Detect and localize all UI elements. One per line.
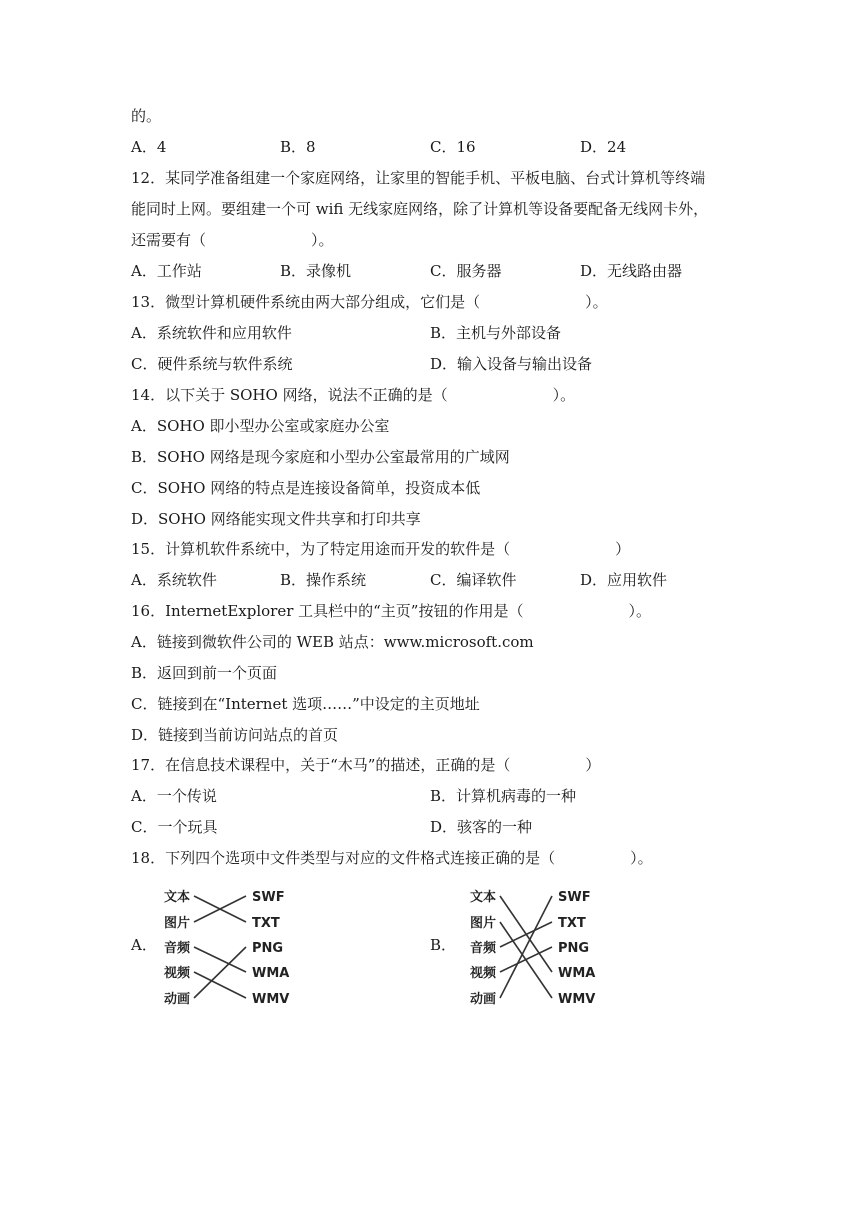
q18-a-format-1: TXT [252,916,280,931]
q18-b-type-4: 动画 [470,992,497,1007]
q18-a-type-1: 图片 [164,916,191,931]
q12-option-a: A．工作站 [131,262,202,280]
q16-option-a: A．链接到微软件公司的 WEB 站点：www.microsoft.com [131,633,534,651]
q18-b-type-2: 音频 [470,941,497,956]
q17-option-c: C．一个玩具 [131,818,218,836]
q11-option-c: C．16 [430,138,476,156]
q16-stem: 16．InternetExplorer 工具栏中的“主页”按钮的作用是（ ）。 [131,602,651,620]
q18-a-type-2: 音频 [164,941,191,956]
q11-option-d: D．24 [580,138,627,156]
q14-option-a: A．SOHO 即小型办公室或家庭办公室 [131,417,390,435]
q14-option-c: C．SOHO 网络的特点是连接设备简单，投资成本低 [131,479,481,497]
q14-option-d: D．SOHO 网络能实现文件共享和打印共享 [131,510,421,528]
q12-stem-line1: 12．某同学准备组建一个家庭网络，让家里的智能手机、平板电脑、台式计算机等终端 [131,169,706,187]
q18-option-b-diagram [466,880,606,1014]
q18-b-link-4 [500,896,552,998]
q15-option-c: C．编译软件 [430,571,517,589]
q18-a-link-4 [194,947,246,998]
q13-option-d: D．输入设备与输出设备 [430,355,593,373]
q15-option-a: A．系统软件 [131,571,217,589]
q18-b-type-0: 文本 [470,890,497,905]
q15-option-d: D．应用软件 [580,571,668,589]
q12-option-d: D．无线路由器 [580,262,683,280]
q18-b-format-0: SWF [558,890,591,905]
q18-b-type-3: 视频 [470,966,497,981]
q18-a-type-4: 动画 [164,992,191,1007]
q18-a-format-0: SWF [252,890,285,905]
q18-b-format-4: WMV [558,992,596,1007]
q16-option-b: B．返回到前一个页面 [131,664,278,682]
q14-stem: 14．以下关于 SOHO 网络，说法不正确的是（ ）。 [131,386,576,404]
q16-option-c: C．链接到在“Internet 选项……”中设定的主页地址 [131,695,480,713]
q12-stem-line3: 还需要有（ ）。 [131,231,334,249]
q18-b-format-1: TXT [558,916,586,931]
q18-b-format-3: WMA [558,966,596,981]
q11-tail: 的。 [131,107,162,125]
q15-option-b: B．操作系统 [280,571,367,589]
q17-option-a: A．一个传说 [131,787,217,805]
q18-a-type-0: 文本 [164,890,191,905]
q17-stem: 17．在信息技术课程中，关于“木马”的描述，正确的是（ ） [131,756,601,774]
q18-a-link-3 [194,972,246,998]
q18-option-b-label: B． [430,936,457,954]
q12-option-b: B．录像机 [280,262,352,280]
q18-a-link-2 [194,947,246,972]
q18-a-type-3: 视频 [164,966,191,981]
q13-option-c: C．硬件系统与软件系统 [131,355,293,373]
q13-option-b: B．主机与外部设备 [430,324,562,342]
q18-stem: 18．下列四个选项中文件类型与对应的文件格式连接正确的是（ ）。 [131,849,653,867]
q17-option-d: D．骇客的一种 [430,818,533,836]
q17-option-b: B．计算机病毒的一种 [430,787,577,805]
q18-b-type-1: 图片 [470,916,497,931]
q18-a-format-3: WMA [252,966,290,981]
q12-option-c: C．服务器 [430,262,502,280]
q11-option-b: B．8 [280,138,316,156]
q13-option-a: A．系统软件和应用软件 [131,324,292,342]
q14-option-b: B．SOHO 网络是现今家庭和小型办公室最常用的广域网 [131,448,510,466]
q13-stem: 13．微型计算机硬件系统由两大部分组成，它们是（ ）。 [131,293,608,311]
q18-option-a-label: A． [131,936,157,954]
q11-option-a: A．4 [131,138,167,156]
q15-stem: 15．计算机软件系统中，为了特定用途而开发的软件是（ ） [131,540,631,558]
q18-option-a-diagram [160,880,300,1014]
q12-stem-line2: 能同时上网。要组建一个可 wifi 无线家庭网络，除了计算机等设备要配备无线网卡外， [131,200,709,218]
q16-option-d: D．链接到当前访问站点的首页 [131,726,339,744]
q18-b-format-2: PNG [558,941,590,956]
q18-a-format-2: PNG [252,941,284,956]
q18-a-format-4: WMV [252,992,290,1007]
